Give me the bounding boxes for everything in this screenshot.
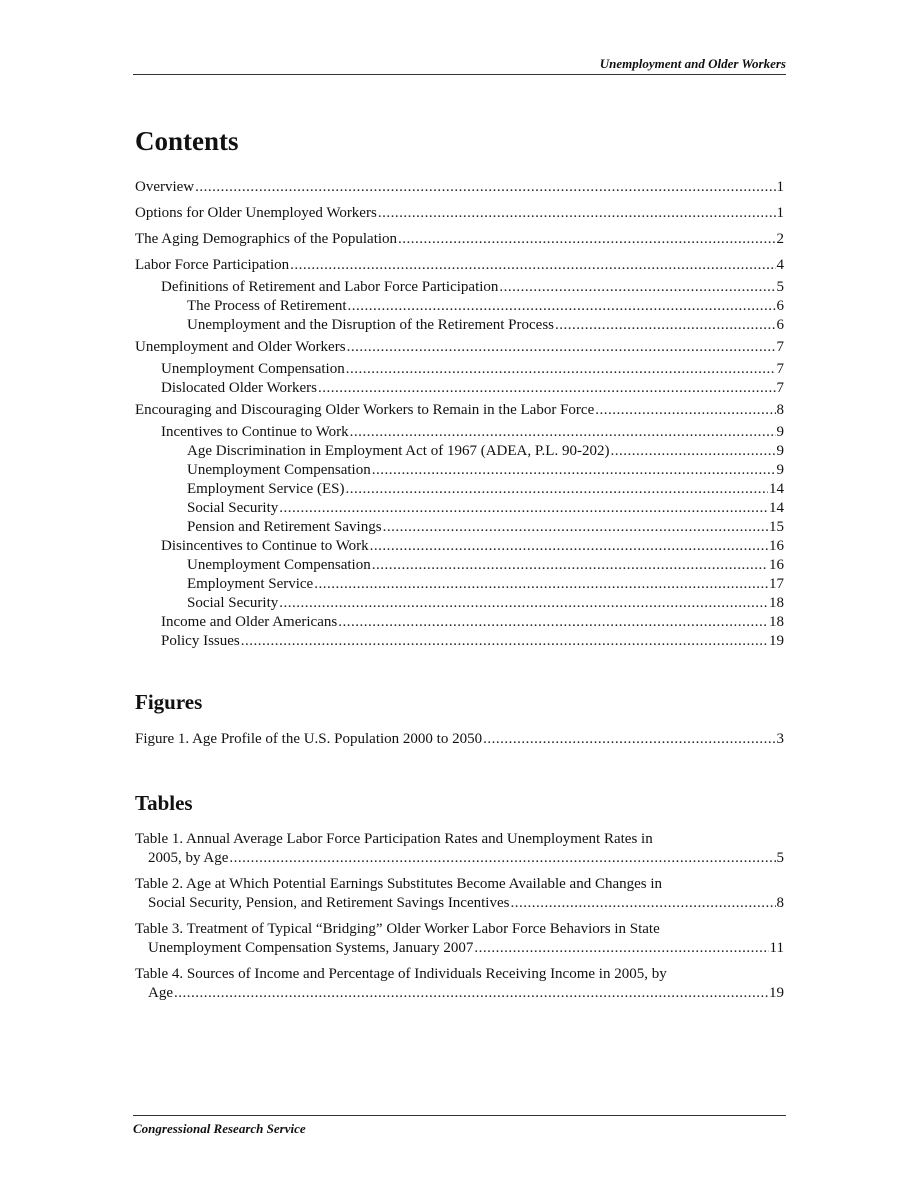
table-entry-line: Table 3. Treatment of Typical “Bridging” Older Worker Labor Force Behaviors in State: [135, 921, 660, 937]
tables-heading: Tables: [135, 791, 193, 815]
running-footer: Congressional Research Service: [133, 1115, 786, 1137]
toc-entry[interactable]: Age Discrimination in Employment Act of 1967 (ADEA, P.L. 90-202) ..... 9: [135, 442, 784, 461]
toc-entry[interactable]: Encouraging and Discouraging Older Workers to Remain in the Labor Force ..... 8: [135, 401, 784, 420]
table-entry[interactable]: Table 3. Treatment of Typical “Bridging” Older Worker Labor Force Behaviors in State Unemployment Compensation Systems, January 2007 ..... 11: [135, 920, 784, 958]
running-header: Unemployment and Older Workers: [133, 56, 786, 75]
toc-entry[interactable]: Employment Service (ES) ..... 14: [135, 480, 784, 499]
table-entry-line: Table 2. Age at Which Potential Earnings Substitutes Become Available and Changes in: [135, 876, 663, 892]
table-entry[interactable]: Table 1. Annual Average Labor Force Participation Rates and Unemployment Rates in 2005, by Age ..... 5: [135, 830, 784, 868]
toc-entry[interactable]: The Aging Demographics of the Population ..... 2: [135, 230, 784, 249]
table-entry-line: Table 4. Sources of Income and Percentage of Individuals Receiving Income in 2005, by: [135, 966, 667, 982]
table-entry-line: Table 1. Annual Average Labor Force Participation Rates and Unemployment Rates in: [135, 831, 653, 847]
toc-entry[interactable]: Overview ..... 1: [135, 178, 784, 197]
contents-list: [135, 178, 784, 651]
toc-entry[interactable]: The Process of Retirement ..... 6: [135, 297, 784, 316]
toc-entry[interactable]: Disincentives to Continue to Work ..... 16: [135, 537, 784, 556]
toc-entry[interactable]: Incentives to Continue to Work ..... 9: [135, 423, 784, 442]
figures-heading: Figures: [135, 690, 203, 714]
toc-entry[interactable]: Unemployment and Older Workers ..... 7: [135, 338, 784, 357]
toc-entry[interactable]: Policy Issues ..... 19: [135, 632, 784, 651]
toc-entry[interactable]: Dislocated Older Workers ..... 7: [135, 379, 784, 398]
toc-entry[interactable]: Unemployment Compensation ..... 9: [135, 461, 784, 480]
toc-entry[interactable]: Social Security ..... 14: [135, 499, 784, 518]
toc-entry[interactable]: Labor Force Participation ..... 4: [135, 256, 784, 275]
toc-entry[interactable]: Pension and Retirement Savings ..... 15: [135, 518, 784, 537]
toc-entry[interactable]: Definitions of Retirement and Labor Force Participation ..... 5: [135, 278, 784, 297]
figures-list: [135, 730, 784, 749]
table-entry[interactable]: Table 4. Sources of Income and Percentage of Individuals Receiving Income in 2005, by Age ..... 19: [135, 965, 784, 1003]
table-entry[interactable]: Table 2. Age at Which Potential Earnings Substitutes Become Available and Changes in Social Security, Pension, and Retirement Savings Incentives ..... 8: [135, 875, 784, 913]
toc-entry[interactable]: Income and Older Americans ..... 18: [135, 613, 784, 632]
toc-entry[interactable]: Employment Service ..... 17: [135, 575, 784, 594]
toc-entry[interactable]: Unemployment Compensation ..... 7: [135, 360, 784, 379]
tables-list: [135, 830, 784, 1003]
contents-heading: Contents: [135, 126, 239, 156]
toc-entry[interactable]: Options for Older Unemployed Workers ..... 1: [135, 204, 784, 223]
figure-entry[interactable]: Figure 1. Age Profile of the U.S. Population 2000 to 2050 ..... 3: [135, 730, 784, 749]
toc-entry[interactable]: Unemployment Compensation ..... 16: [135, 556, 784, 575]
toc-entry[interactable]: Unemployment and the Disruption of the Retirement Process ..... 6: [135, 316, 784, 335]
toc-entry[interactable]: Social Security ..... 18: [135, 594, 784, 613]
